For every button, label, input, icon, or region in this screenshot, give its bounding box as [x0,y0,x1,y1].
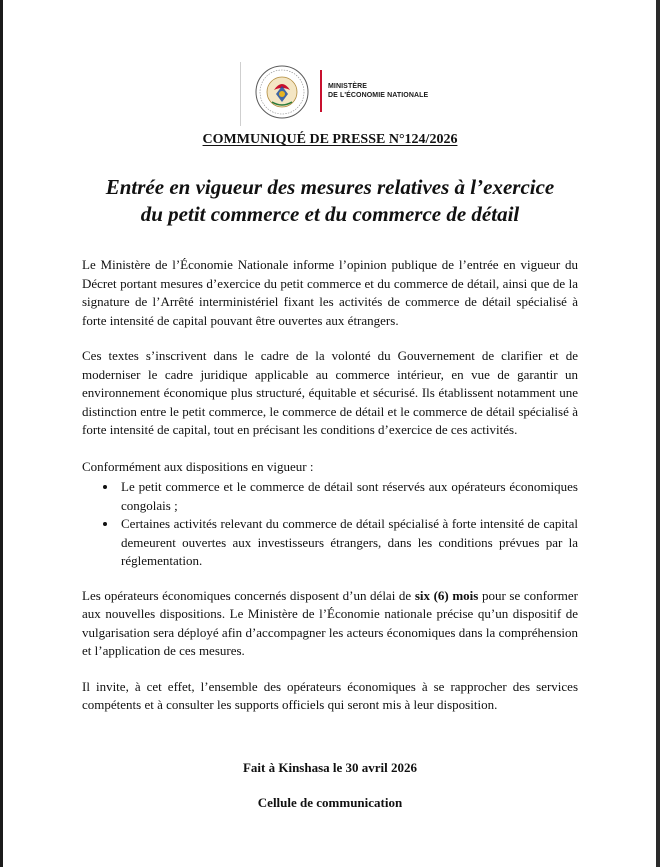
ministry-name [328,82,428,100]
press-release-body [82,256,578,715]
press-release-number: COMMUNIQUÉ DE PRESSE N°124/2026 [202,132,458,147]
letterhead-red-divider [320,70,322,112]
headline-line2: du petit commerce et du commerce de détail [140,202,520,226]
ministry-name-line1: MINISTÈRE [328,83,368,90]
paragraph-text: Les opérateurs économiques concernés disposent d’un délai de [82,587,415,603]
place-and-date: Fait à Kinshasa le 30 avril 2026 [242,760,418,775]
list-item: • Le petit commerce et le commerce de détail sont réservés aux opérateurs économiques congolais ; [118,478,578,515]
letterhead-rule [240,62,241,126]
provisions-list [82,478,578,571]
paragraph: Ces textes s’inscrivent dans le cadre de la volonté du Gouvernement de clarifier et de moderniser le cadre juridique applicable au commerce intérieur, en vue de garantir un environnement économique plus structuré, équitable et sécurisé. Ils établissent notamment une distinction entre le petit commerce, le commerce de détail et le commerce de détail spécialisé à forte intensité de capital, tout en précisant les conditions d’exercice de ces activités. [82,348,578,437]
ministry-seal-logo [254,64,310,120]
page-right-edge [656,0,660,867]
letterhead [240,62,480,126]
ministry-name-line2: DE L'ÉCONOMIE NATIONALE [328,92,429,99]
signatory: Cellule de communication [257,795,403,810]
page-left-edge [0,0,3,867]
headline [0,174,660,228]
paragraph-list-intro: Conformément aux dispositions en vigueur : [82,458,314,474]
paragraph-text: pour se conformer aux nouvelles dispositions. Le Ministère de l’Économie nationale précise qu’un dispositif de vulgarisation sera déployé afin d’accompagner les acteurs économiques dans la compréhension et l’application de ces mesures. [82,587,578,658]
headline-line1: Entrée en vigueur des mesures relatives à l’exercice [105,175,555,199]
paragraph: Le Ministère de l’Économie Nationale informe l’opinion publique de l’entrée en vigueur du Décret portant mesures d’exercice du petit commerce et du commerce de détail, ainsi que de la signature de l’Arrêté interministériel fixant les activités de commerce de détail spécialisé à forte intensité de capital pouvant être ouvertes aux étrangers. [82,257,578,328]
deadline-emphasis: six (6) mois [414,587,479,603]
paragraph [82,587,578,661]
paragraph: Il invite, à cet effet, l’ensemble des opérateurs économiques à se rapprocher des services compétents et à consulter les supports officiels qui seront mis à leur disposition. [82,678,578,712]
list-item: • Certaines activités relevant du commerce de détail spécialisé à forte intensité de capital demeurent ouvertes aux investisseurs étrangers, dans les conditions prévues par la réglementation. [118,515,578,571]
